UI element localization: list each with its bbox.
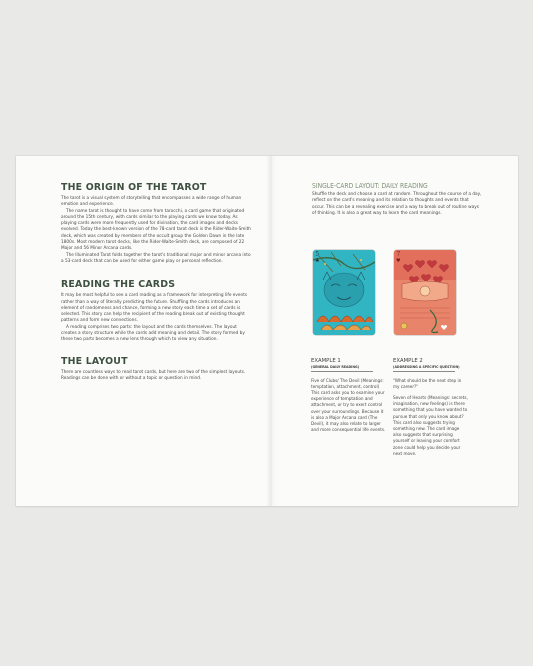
example-2-text: Seven of Hearts (Meanings: secrets, imagination, new feelings) is there something that you have wanted to pursue that only you know about? This card also suggests trying something new. The card image also suggests that surprising yourself or leaving your comfort zone could help you decide your next move. [393, 395, 468, 456]
devil-card-art [313, 250, 375, 335]
reading-paragraph-1: It may be most helpful to see a card reading as a framework for interpreting life events rather than a way of literally predicting the future. Shuffling the cards introduces an element of randomness and chance, forming a new story each time a set of cards is selected. This story can help the recipient of the reading break out of existing thought patterns and form new connections. [61, 293, 248, 324]
single-card-subheading: SINGLE-CARD LAYOUT: DAILY READING [312, 182, 428, 190]
book-gutter [266, 156, 278, 506]
example-2-divider [393, 371, 455, 372]
heart-icon: ♥ [396, 258, 401, 264]
origin-paragraph-2: The name tarot is thought to have come from tarocchi, a card game that originated around the 15th century, with cards similar to the playing cards we know today. As playing cards were more frequently used for divination, the card images and decks evolved. Today the best-known version of the 78-card tarot deck is the Rider-Waite-Smith deck, which was created by members of the occult group the Golden Dawn in the late 1800s. Most modern tarot decks, like the Rider-Waite-Smith deck, are composed of 22 Major and 56 Minor Arcana cards. [61, 208, 251, 252]
card-illustrations [313, 250, 473, 335]
layout-heading: THE LAYOUT [61, 355, 128, 367]
example-1-title: EXAMPLE 1 [311, 358, 341, 364]
reading-heading: READING THE CARDS [61, 279, 176, 291]
seven-of-hearts-card-art [394, 250, 456, 335]
reading-paragraph-2: A reading comprises two parts: the layout and the cards themselves. The layout creates a story structure while the cards add meaning and detail. The story formed by these two parts becomes a new lens through which to view any situation. [61, 324, 245, 343]
origin-paragraph-3: The Illuminated Tarot folds together the tarot's traditional major and minor arcana into a 53-card deck that can be used for either game play or personal reflection. [61, 252, 251, 264]
card-seven-of-hearts [394, 250, 456, 335]
origin-heading: THE ORIGIN OF THE TAROT [61, 182, 207, 193]
example-1-text: Five of Clubs/ The Devil (Meanings: temptation, attachment, control) This card asks you to examine your experience of temptation and attachment, or try to exert control over your surroundings. Because it is also a Major Arcana card (The Devil), it may also relate to larger and more consequential life events. [311, 377, 386, 433]
origin-paragraph-1: The tarot is a visual system of storytelling that encompasses a wide range of human emotion and experience. [61, 196, 242, 208]
card-five-of-clubs [313, 250, 375, 335]
layout-paragraph-1: There are countless ways to read tarot cards, but here are two of the simplest layouts. Readings can be done with or without a topic or question in mind. [61, 369, 246, 381]
example-2-title: EXAMPLE 2 [393, 358, 423, 364]
left-page [61, 182, 251, 382]
right-page [312, 182, 482, 217]
card-left-rank: 5 [315, 251, 320, 258]
example-1 [311, 358, 387, 433]
example-2 [393, 358, 469, 457]
example-1-subtitle: (GENERAL DAILY READING) [311, 365, 360, 369]
example-2-question: "What should be the next step in my career?" [393, 377, 462, 389]
single-card-intro: Shuffle the deck and choose a card at random. Throughout the course of a day, reflect on the card's meaning and its relation to thoughts and events that occur. This can be a revealing exercise and a way to break out of routine ways of thinking. It is also a great way to learn the card meanings. [312, 192, 482, 216]
card-right-rank: 7 [396, 251, 401, 258]
example-2-subtitle: (ADDRESSING A SPECIFIC QUESTION) [393, 365, 460, 369]
example-1-divider [311, 371, 373, 372]
club-icon: ♣ [315, 258, 320, 264]
